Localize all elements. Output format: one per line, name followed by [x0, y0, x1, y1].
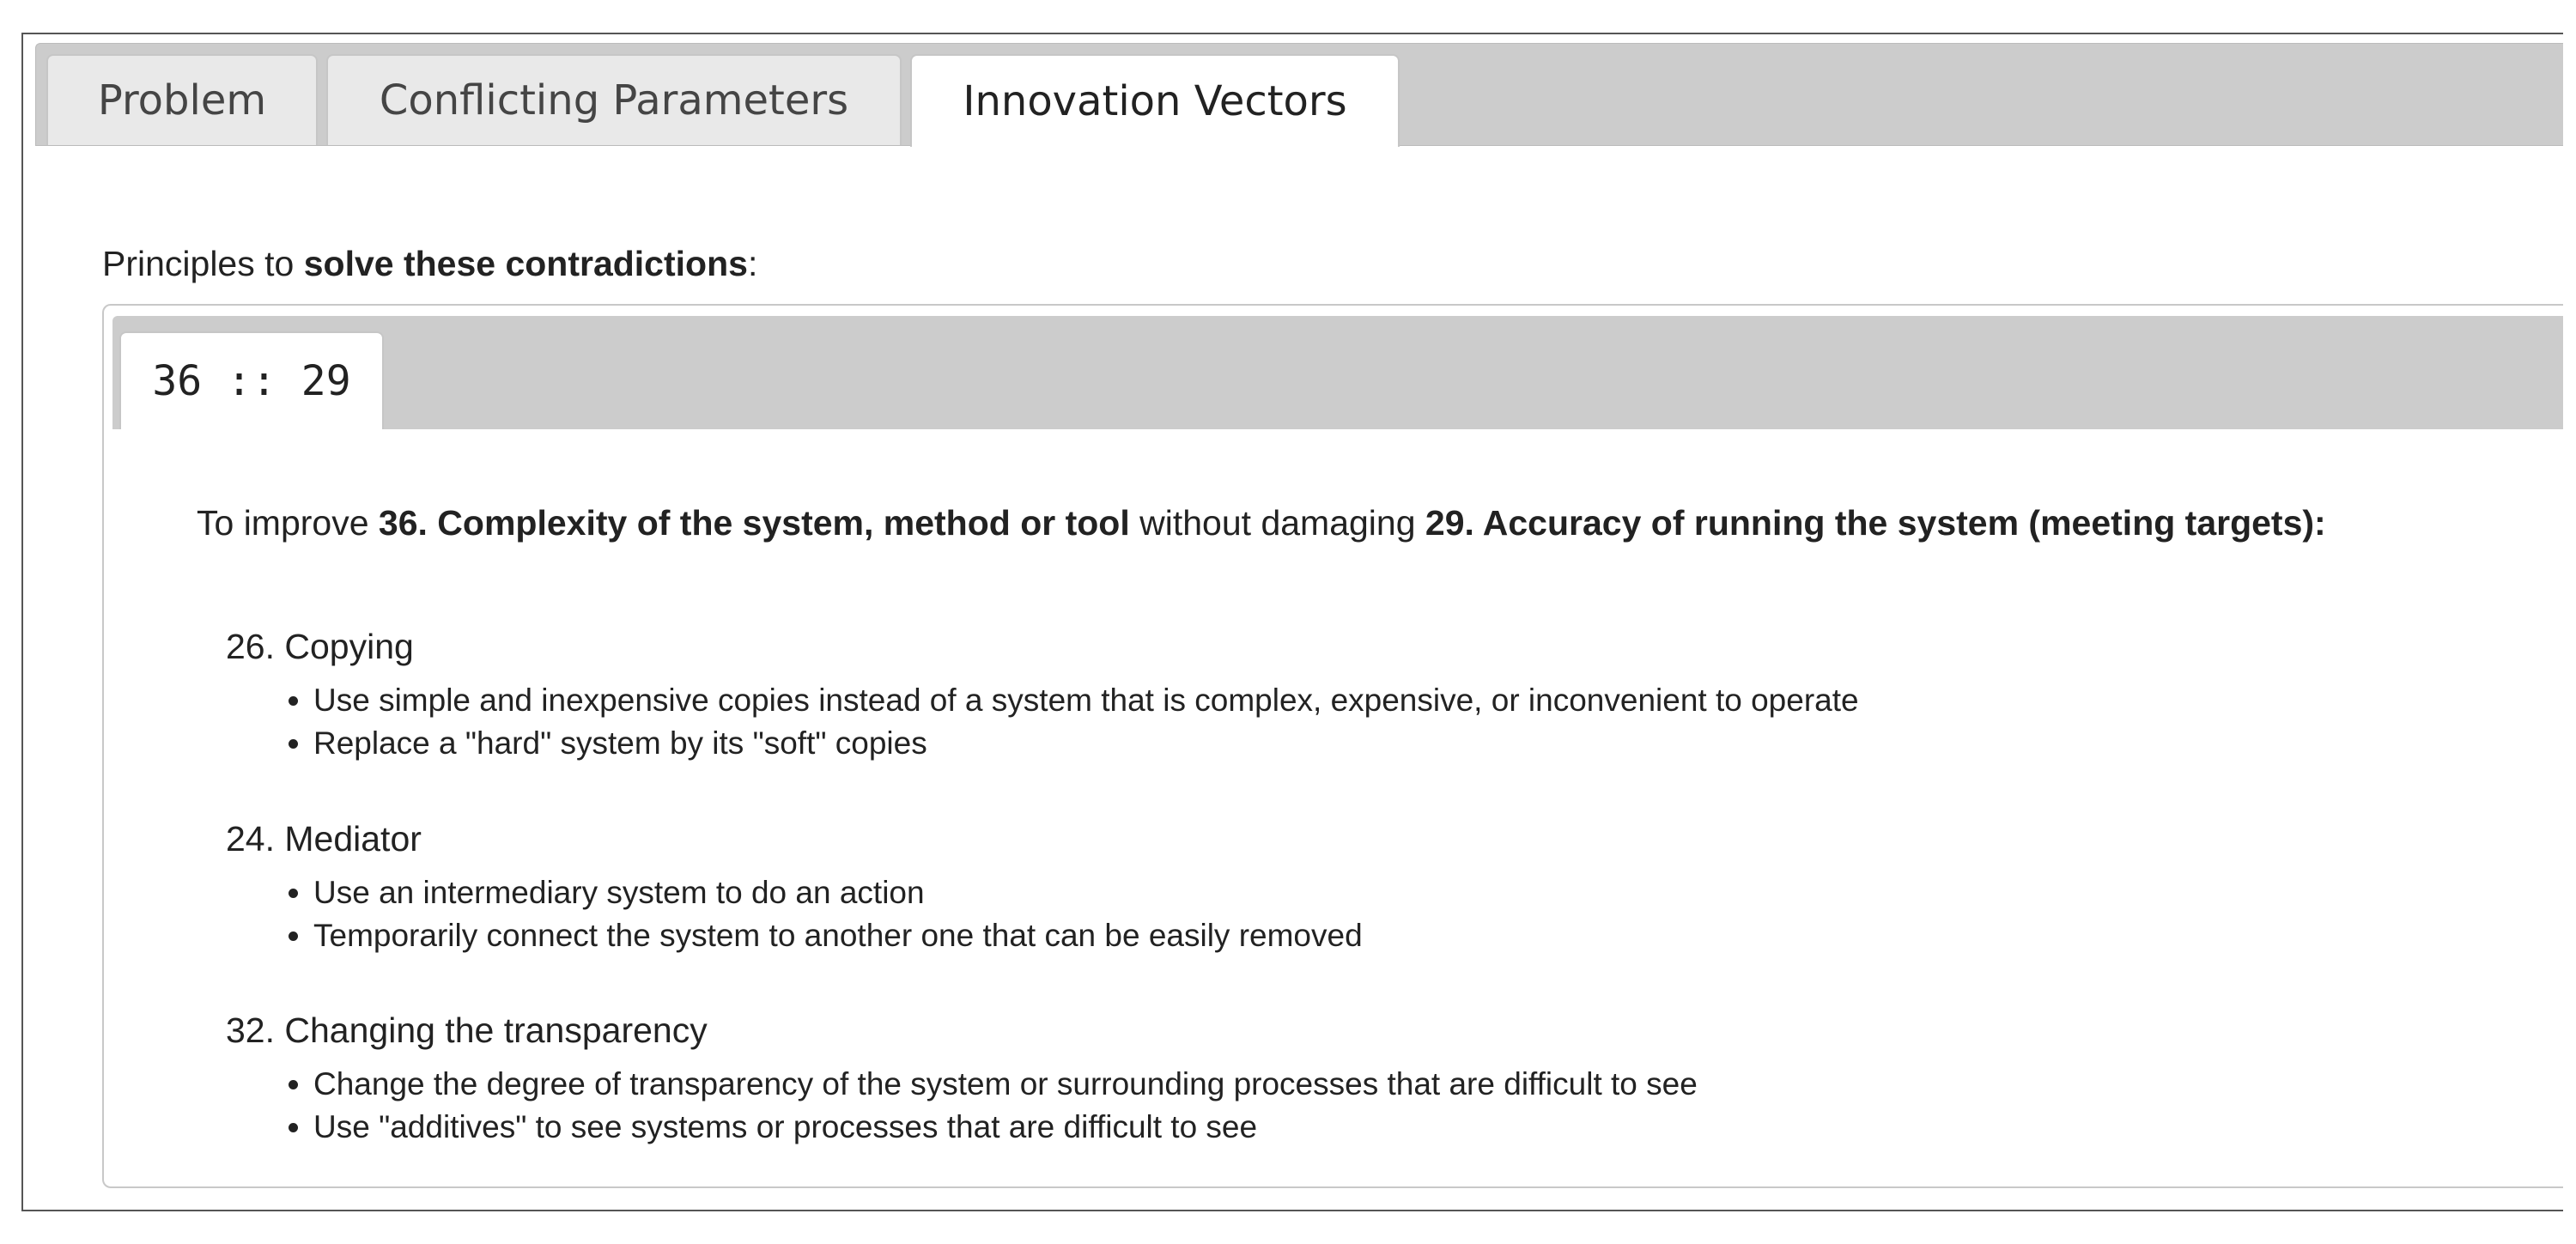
- principle-bullet: • Temporarily connect the system to another one that can be easily removed: [313, 914, 1363, 957]
- principle-copying: [226, 627, 1859, 765]
- heading-suffix: :: [747, 244, 758, 283]
- principles-heading: [102, 244, 757, 284]
- contradiction-tab-bar: [112, 316, 2563, 429]
- principle-title: 32. Changing the transparency: [226, 1010, 708, 1050]
- principle-bullet: • Change the degree of transparency of the system or surrounding processes that are difficult to see: [313, 1063, 1698, 1106]
- tab-contradiction-36-29[interactable]: 36 :: 29: [119, 331, 384, 429]
- principle-title: 26. Copying: [226, 627, 414, 666]
- principle-mediator: [226, 819, 1363, 957]
- improve-prefix: To improve: [197, 503, 379, 543]
- principle-bullet: • Use an intermediary system to do an action: [313, 871, 1363, 914]
- principle-bullet: • Use simple and inexpensive copies instead of a system that is complex, expensive, or inconvenient to operate: [313, 679, 1859, 722]
- contradiction-panel: [102, 304, 2563, 1188]
- heading-bold: solve these contradictions: [303, 244, 748, 283]
- improve-parameter: 36. Complexity of the system, method or tool: [378, 503, 1130, 543]
- principle-changing-transparency: [226, 1010, 1698, 1149]
- improve-middle: without damaging: [1129, 503, 1425, 543]
- principle-bullet: • Use "additives" to see systems or processes that are difficult to see: [313, 1106, 1698, 1149]
- heading-prefix: Principles to: [102, 244, 304, 283]
- principle-bullets: [226, 871, 1363, 957]
- principle-bullets: [226, 1063, 1698, 1149]
- tab-conflicting-parameters[interactable]: Conflicting Parameters: [326, 54, 902, 145]
- damage-parameter: 29. Accuracy of running the system (meeting targets):: [1425, 503, 2326, 543]
- improve-statement: [197, 503, 2326, 543]
- principle-bullets: [226, 679, 1859, 765]
- app-frame: [21, 33, 2563, 1211]
- main-tab-bar: [35, 43, 2563, 146]
- principle-title: 24. Mediator: [226, 819, 422, 859]
- principle-bullet: • Replace a "hard" system by its "soft" copies: [313, 722, 1859, 765]
- tab-problem[interactable]: Problem: [46, 54, 318, 145]
- tab-innovation-vectors[interactable]: Innovation Vectors: [910, 54, 1400, 147]
